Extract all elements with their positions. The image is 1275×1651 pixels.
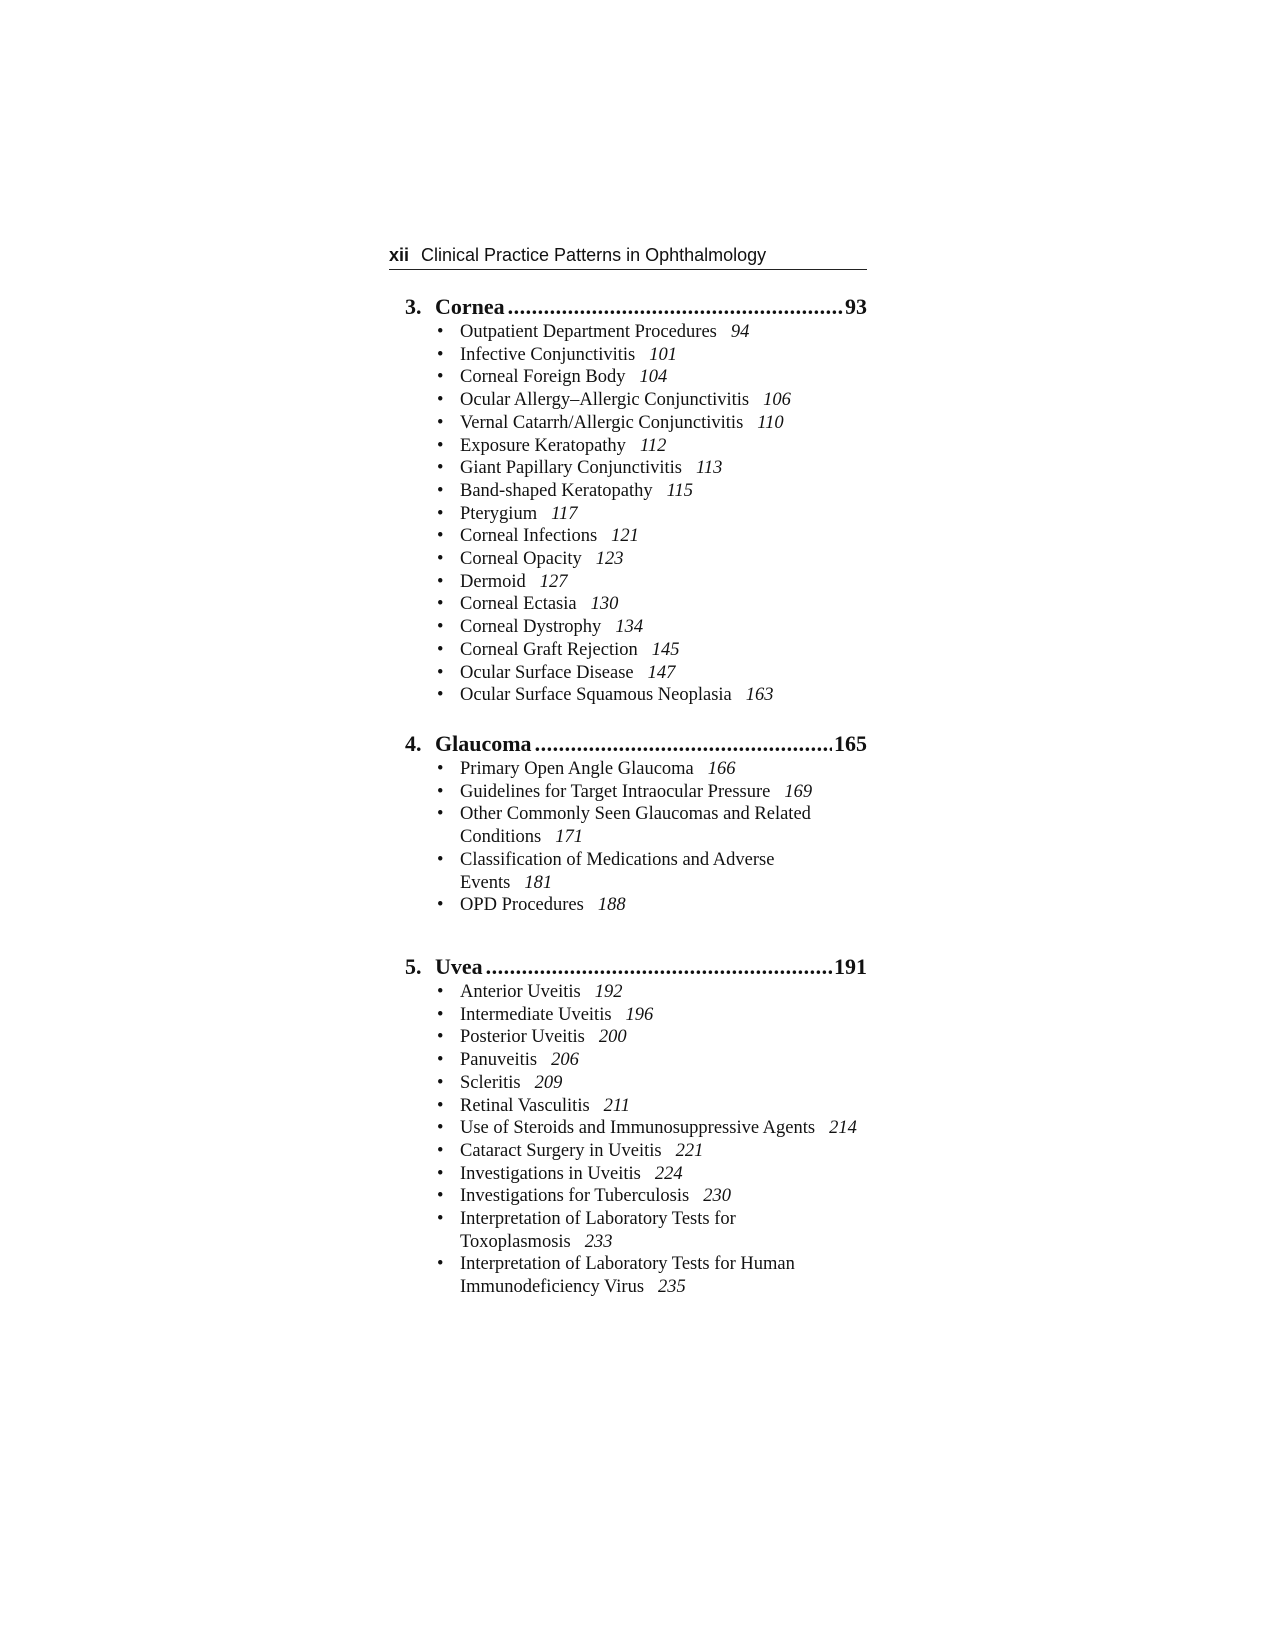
entry-page: 104 [639,367,668,388]
toc-entry [437,1185,867,1208]
toc-entry [437,571,867,594]
entry-title: Corneal Dystrophy [460,617,602,638]
entry-title: Interpretation of Laboratory Tests for Human Immunodeficiency Virus [460,1254,795,1298]
chapter-number: 4. [405,731,422,756]
entry-title: Scleritis [460,1072,521,1093]
entry-title: Infective Conjunctivitis [460,344,636,365]
entry-page: 224 [654,1163,683,1184]
page [389,0,867,1651]
entry-title: Cataract Surgery in Uveitis [460,1140,662,1161]
toc-entry [437,1208,867,1253]
entry-title: Anterior Uveitis [460,982,581,1002]
dot-leader [486,953,832,981]
toc-entry [437,525,867,548]
entry-page: 130 [590,594,619,615]
entry-title: Ocular Allergy–Allergic Conjunctivitis [460,390,750,411]
bullet-icon: • [437,390,444,411]
toc-entry [437,1095,867,1118]
entry-title: Corneal Opacity [460,549,582,570]
entry-title: Giant Papillary Conjunctivitis [460,458,682,479]
chapter-heading [405,953,867,981]
entry-list [437,981,867,1299]
bullet-icon: • [437,1186,444,1207]
entry-page: 147 [647,662,676,683]
toc-entry [437,684,867,707]
toc-entry [437,344,867,367]
bullet-icon: • [437,412,444,433]
entry-title: Retinal Vasculitis [460,1095,590,1116]
toc-entry [437,1072,867,1095]
toc-entry [437,435,867,458]
entry-page: 134 [615,617,644,638]
entry-title: Intermediate Uveitis [460,1004,612,1025]
bullet-icon: • [437,549,444,570]
entry-title: Guidelines for Target Intraocular Pressure [460,781,771,802]
bullet-icon: • [437,571,444,592]
bullet-icon: • [437,804,444,825]
entry-page: 206 [551,1050,579,1071]
bullet-icon: • [437,1072,444,1093]
entry-page: 127 [539,571,568,592]
entry-page: 94 [730,322,750,342]
bullet-icon: • [437,1004,444,1025]
entry-title: OPD Procedures [460,895,584,916]
entry-list [437,758,867,917]
entry-page: 233 [584,1231,613,1252]
bullet-icon: • [437,480,444,501]
toc-entry [437,1049,867,1072]
entry-title: Investigations in Uveitis [460,1163,641,1184]
entry-page: 214 [829,1118,857,1139]
entry-page: 166 [707,759,736,779]
bullet-icon: • [437,1140,444,1161]
bullet-icon: • [437,617,444,638]
toc-entry [437,321,867,344]
entry-title: Corneal Foreign Body [460,367,626,388]
entry-title: Dermoid [460,571,526,592]
entry-page: 221 [675,1140,704,1161]
entry-page: 181 [524,872,553,893]
entry-title: Corneal Infections [460,526,598,547]
bullet-icon: • [437,1254,444,1275]
bullet-icon: • [437,322,444,342]
toc-entry [437,781,867,804]
chapter-page: 93 [845,294,867,319]
entry-title: Panuveitis [460,1050,538,1071]
bullet-icon: • [437,1209,444,1230]
running-head [389,244,867,270]
entry-page: 113 [695,458,723,479]
entry-page: 235 [658,1277,686,1298]
toc-entry [437,412,867,435]
entry-page: 145 [651,639,680,660]
bullet-icon: • [437,895,444,916]
bullet-icon: • [437,1095,444,1116]
toc-entry [437,758,867,781]
toc-entry [437,1117,867,1140]
bullet-icon: • [437,781,444,802]
entry-list [437,321,867,707]
entry-page: 171 [555,827,583,848]
dot-leader [535,730,832,758]
chapter-4 [405,730,867,917]
chapter-page: 165 [834,731,867,756]
toc-entry [437,480,867,503]
toc-entry [437,803,867,848]
chapter-number: 3. [405,294,422,319]
toc-entry [437,593,867,616]
toc-entry [437,849,867,894]
chapter-page: 191 [834,954,867,979]
chapter-title: Uvea [435,954,483,979]
chapter-title: Glaucoma [435,731,532,756]
chapter-heading [405,293,867,321]
bullet-icon: • [437,639,444,660]
running-title: Clinical Practice Patterns in Ophthalmology [421,245,767,265]
bullet-icon: • [437,982,444,1002]
toc-entry [437,616,867,639]
entry-title: Interpretation of Laboratory Tests for Toxoplasmosis [460,1209,736,1252]
entry-page: 121 [611,526,639,547]
toc-entry [437,1163,867,1186]
entry-title: Ocular Surface Squamous Neoplasia [460,685,732,706]
entry-page: 110 [757,412,784,433]
chapter-5 [405,953,867,1299]
bullet-icon: • [437,1163,444,1184]
entry-title: Other Commonly Seen Glaucomas and Related Conditions [460,804,811,848]
entry-page: 192 [594,982,623,1002]
entry-title: Outpatient Department Procedures [460,322,717,342]
toc-entry [437,1253,867,1298]
entry-page: 188 [597,895,626,916]
bullet-icon: • [437,685,444,706]
entry-page: 230 [703,1186,731,1207]
toc-entry [437,457,867,480]
entry-title: Exposure Keratopathy [460,435,626,456]
entry-page: 115 [666,480,694,501]
entry-title: Vernal Catarrh/Allergic Conjunctivitis [460,412,744,433]
bullet-icon: • [437,1118,444,1139]
bullet-icon: • [437,503,444,524]
entry-title: Use of Steroids and Immunosuppressive Agents [460,1118,816,1139]
entry-page: 211 [603,1095,631,1116]
entry-title: Corneal Ectasia [460,594,577,615]
page-folio: xii [389,245,410,265]
entry-page: 163 [745,685,774,706]
bullet-icon: • [437,458,444,479]
bullet-icon: • [437,367,444,388]
entry-page: 123 [595,549,624,570]
toc-entry [437,1004,867,1027]
entry-title: Posterior Uveitis [460,1027,585,1048]
entry-page: 196 [625,1004,654,1025]
toc-entry [437,1140,867,1163]
bullet-icon: • [437,1050,444,1071]
bullet-icon: • [437,435,444,456]
entry-page: 117 [551,503,578,524]
toc-entry [437,366,867,389]
bullet-icon: • [437,594,444,615]
entry-title: Corneal Graft Rejection [460,639,638,660]
entry-title: Primary Open Angle Glaucoma [460,759,694,779]
bullet-icon: • [437,344,444,365]
chapter-title: Cornea [435,294,505,319]
dot-leader [508,293,843,321]
chapter-3 [405,293,867,707]
entry-title: Ocular Surface Disease [460,662,634,683]
entry-title: Classification of Medications and Adverse Events [460,849,775,893]
toc-entry [437,981,867,1004]
entry-page: 209 [534,1072,563,1093]
entry-page: 200 [598,1027,627,1048]
entry-page: 101 [649,344,677,365]
bullet-icon: • [437,662,444,683]
bullet-icon: • [437,759,444,779]
entry-title: Investigations for Tuberculosis [460,1186,690,1207]
chapter-number: 5. [405,954,422,979]
bullet-icon: • [437,526,444,547]
toc-entry [437,662,867,685]
entry-page: 112 [639,435,667,456]
toc-entry [437,548,867,571]
entry-page: 106 [763,390,791,411]
entry-title: Band-shaped Keratopathy [460,480,653,501]
toc-entry [437,1026,867,1049]
bullet-icon: • [437,1027,444,1048]
toc-entry [437,639,867,662]
toc-entry [437,389,867,412]
chapter-heading [405,730,867,758]
entry-page: 169 [784,781,813,802]
toc-entry [437,894,867,917]
toc-entry [437,503,867,526]
entry-title: Pterygium [460,503,538,524]
bullet-icon: • [437,849,444,870]
